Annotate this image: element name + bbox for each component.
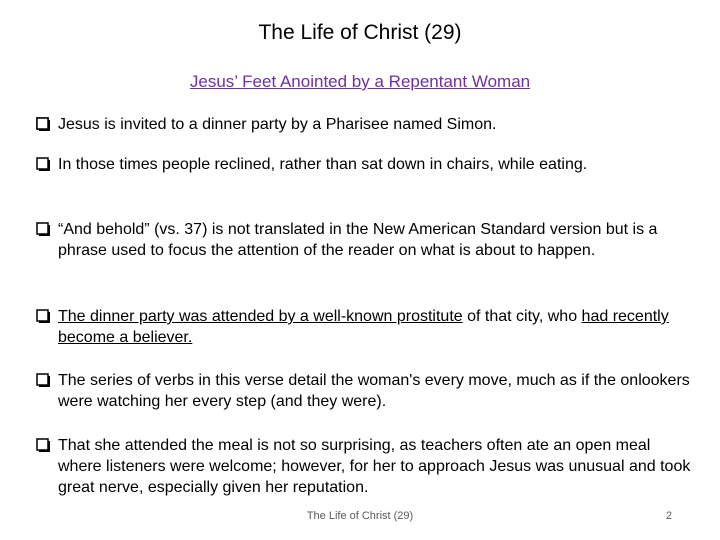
bullet-item-1	[36, 114, 696, 135]
square-bullet-icon	[36, 157, 50, 171]
bullet-text-1: Jesus is invited to a dinner party by a Pharisee named Simon.	[58, 116, 497, 133]
square-bullet-icon	[36, 117, 50, 131]
bullet-4-underlined-part-2: had recently become a believer.	[58, 308, 669, 346]
square-bullet-icon	[36, 309, 50, 323]
bullet-text-3: “And behold” (vs. 37) is not translated in the New American Standard version but is a phrase used to focus the attention of the reader on what is about to happen.	[58, 221, 658, 259]
bullet-item-2	[36, 154, 696, 175]
bullet-4-underlined-part-1: The dinner party was attended by a well-known prostitute	[58, 308, 463, 325]
square-bullet-icon	[36, 438, 50, 452]
slide-subtitle-text: Jesus’ Feet Anointed by a Repentant Woman	[189, 72, 531, 91]
slide-subtitle	[0, 70, 720, 94]
bullet-text-2: In those times people reclined, rather than sat down in chairs, while eating.	[58, 156, 588, 173]
bullet-text-6: That she attended the meal is not so surprising, as teachers often ate an open meal where listeners were welcome; however, for her to approach Jesus was unusual and took great nerve, especially given her reputation.	[58, 437, 691, 496]
bullet-item-4	[36, 306, 696, 348]
footer-label: The Life of Christ (29)	[306, 510, 414, 522]
square-bullet-icon	[36, 222, 50, 236]
page-number: 2	[665, 510, 672, 522]
bullet-4-plain-part: of that city, who	[462, 308, 582, 325]
bullet-text-5: The series of verbs in this verse detail the woman's every move, much as if the onlookers were watching her every step (and they were).	[58, 372, 690, 410]
square-bullet-icon	[36, 373, 50, 387]
bullet-text-4	[58, 306, 696, 348]
slide-title: The Life of Christ (29)	[258, 21, 462, 44]
bullet-item-5	[36, 370, 696, 412]
bullet-item-3	[36, 219, 696, 261]
bullet-item-6	[36, 435, 696, 498]
